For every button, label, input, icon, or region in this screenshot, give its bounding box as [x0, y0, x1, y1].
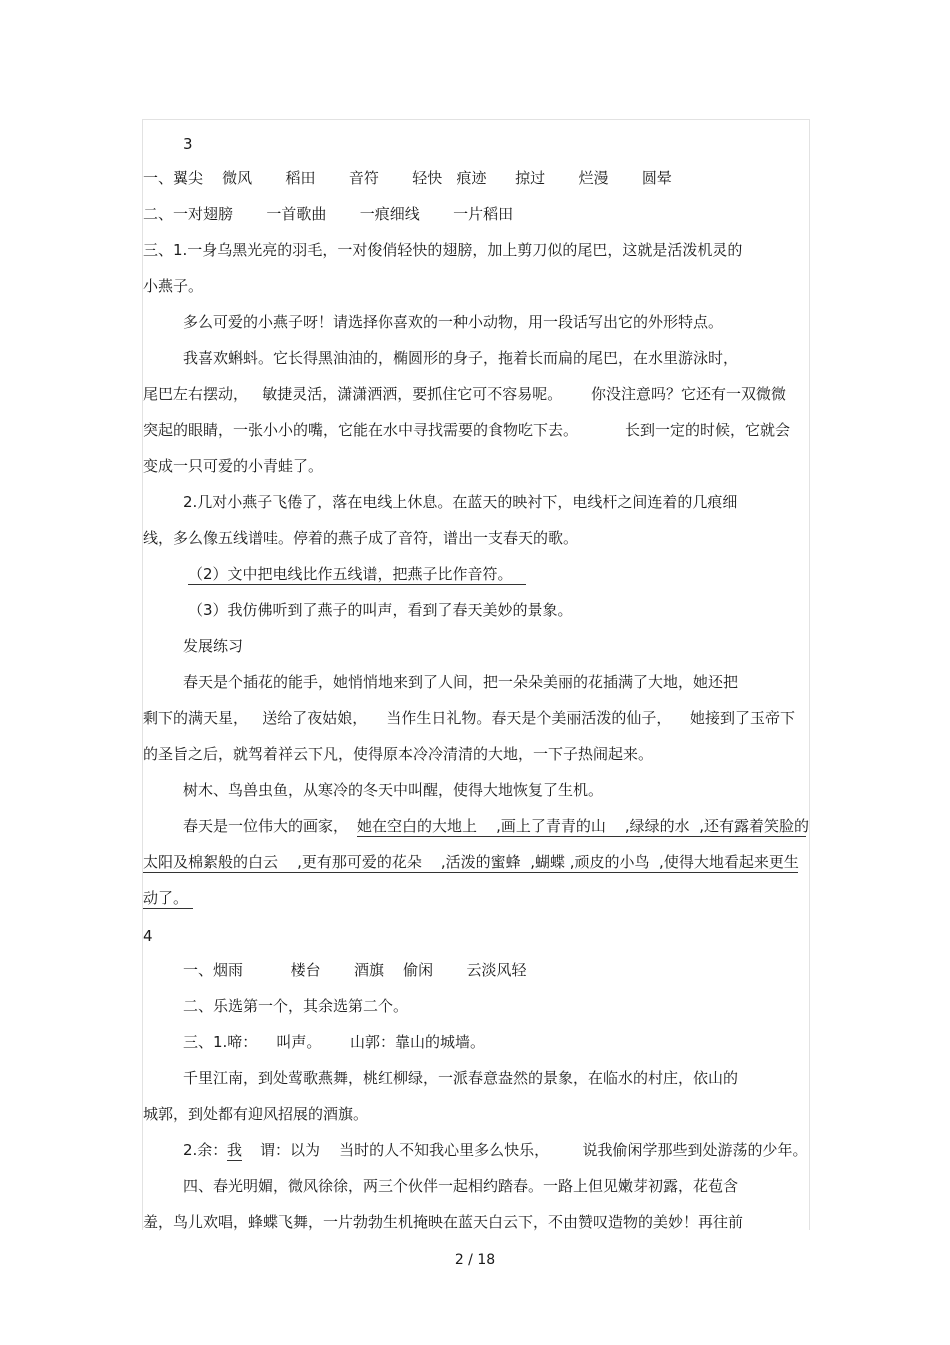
answer-line: 树木、鸟兽虫鱼，从寒冷的冬天中叫醒，使得大地恢复了生机。: [183, 781, 604, 799]
answer-line: 我喜欢蝌蚪。它长得黑油油的，椭圆形的身子，拖着长而扁的尾巴，在水里游泳时，: [183, 349, 739, 367]
answer-line: 城郭，到处都有迎风招展的酒旗。: [143, 1105, 369, 1123]
answer-line: 突起的眼睛，一张小小的嘴，它能在水中寻找需要的食物吃下去。: [143, 421, 579, 439]
underlined-answer: 太阳及棉絮般的白云 ,更有那可爱的花朵 ,活泼的蜜蜂 ,蝴蝶 ,顽皮的小鸟 ,使得大地看起来更生: [143, 853, 799, 871]
answer-line: 羞，鸟儿欢唱，蜂蝶飞舞，一片勃勃生机掩映在蓝天白云下，不由赞叹造物的美妙！再往前: [143, 1213, 744, 1231]
section-heading: 发展练习: [183, 637, 244, 655]
answer-line: 千里江南，到处莺歌燕舞，桃红柳绿，一派春意盎然的景象，在临水的村庄，依山的: [183, 1069, 739, 1087]
underlined-answer: 动了。: [143, 888, 193, 909]
underlined-answer: 她在空白的大地上 ,画上了青青的山 ,绿绿的水 ,还有露着笑脸的: [357, 817, 809, 835]
answer-line: 她接到了玉帝下: [690, 709, 796, 727]
answer-line: 你没注意吗？它还有一双微微: [591, 385, 787, 403]
answer-line: 春天是一位伟大的画家，: [183, 817, 349, 835]
answer-line: 谓：以为 当时的人不知我心里多么快乐， 说我偷闲学那些到处游荡的少年。: [260, 1141, 808, 1159]
answer-line: 2.几对小燕子飞倦了，落在电线上休息。在蓝天的映衬下，电线杆之间连着的几痕细: [183, 493, 738, 511]
page-number: 2 / 18: [454, 1252, 496, 1268]
underlined-answer: （2）文中把电线比作五线谱，把燕子比作音符。: [188, 564, 526, 585]
answer-line: 剩下的满天星， 送给了夜姑娘， 当作生日礼物。春天是个美丽活泼的仙子，: [143, 709, 672, 727]
answer-line: 的圣旨之后，就驾着祥云下凡，使得原本冷冷清清的大地，一下子热闹起来。: [143, 745, 654, 763]
answer-line: 尾巴左右摆动， 敏捷灵活，潇潇洒洒，要抓住它可不容易呢。: [143, 385, 563, 403]
answer-line: 2.余：: [183, 1141, 228, 1159]
answer-line: 长到一定的时候，它就会: [625, 421, 791, 439]
section-number-3: 3: [183, 135, 193, 153]
section-number-4: 4: [143, 927, 153, 945]
answer-line: 二、乐选第一个，其余选第二个。: [183, 997, 409, 1015]
answer-line: 线，多么像五线谱哇。停着的燕子成了音符，谱出一支春天的歌。: [143, 529, 579, 547]
answer-line: 多么可爱的小燕子呀！请选择你喜欢的一种小动物，用一段话写出它的外形特点。: [183, 313, 724, 331]
underlined-word: 我: [227, 1141, 243, 1159]
answer-line: 三、1.一身乌黑光亮的羽毛，一对俊俏轻快的翅膀，加上剪刀似的尾巴，这就是活泼机灵的: [143, 241, 743, 259]
answer-line: 小燕子。: [143, 277, 204, 295]
answer-line: 变成一只可爱的小青蛙了。: [143, 457, 324, 475]
answer-line: 春天是个插花的能手，她悄悄地来到了人间，把一朵朵美丽的花插满了大地，她还把: [183, 673, 739, 691]
answer-line: 一、烟雨 楼台 酒旗 偷闲 云淡风轻: [183, 961, 527, 979]
answer-line: （3）我仿佛听到了燕子的叫声，看到了春天美妙的景象。: [188, 601, 573, 619]
answer-line: 四、春光明媚，微风徐徐，两三个伙伴一起相约踏春。一路上但见嫩芽初露，花苞含: [183, 1177, 739, 1195]
answer-line: 二、一对翅膀 一首歌曲 一痕细线 一片稻田: [143, 205, 514, 223]
answer-line: 一、翼尖 微风 稻田 音符 轻快 痕迹 掠过 烂漫 圆晕: [143, 169, 672, 187]
answer-line: 三、1.啼： 叫声。 山郭：靠山的城墙。: [183, 1033, 485, 1051]
